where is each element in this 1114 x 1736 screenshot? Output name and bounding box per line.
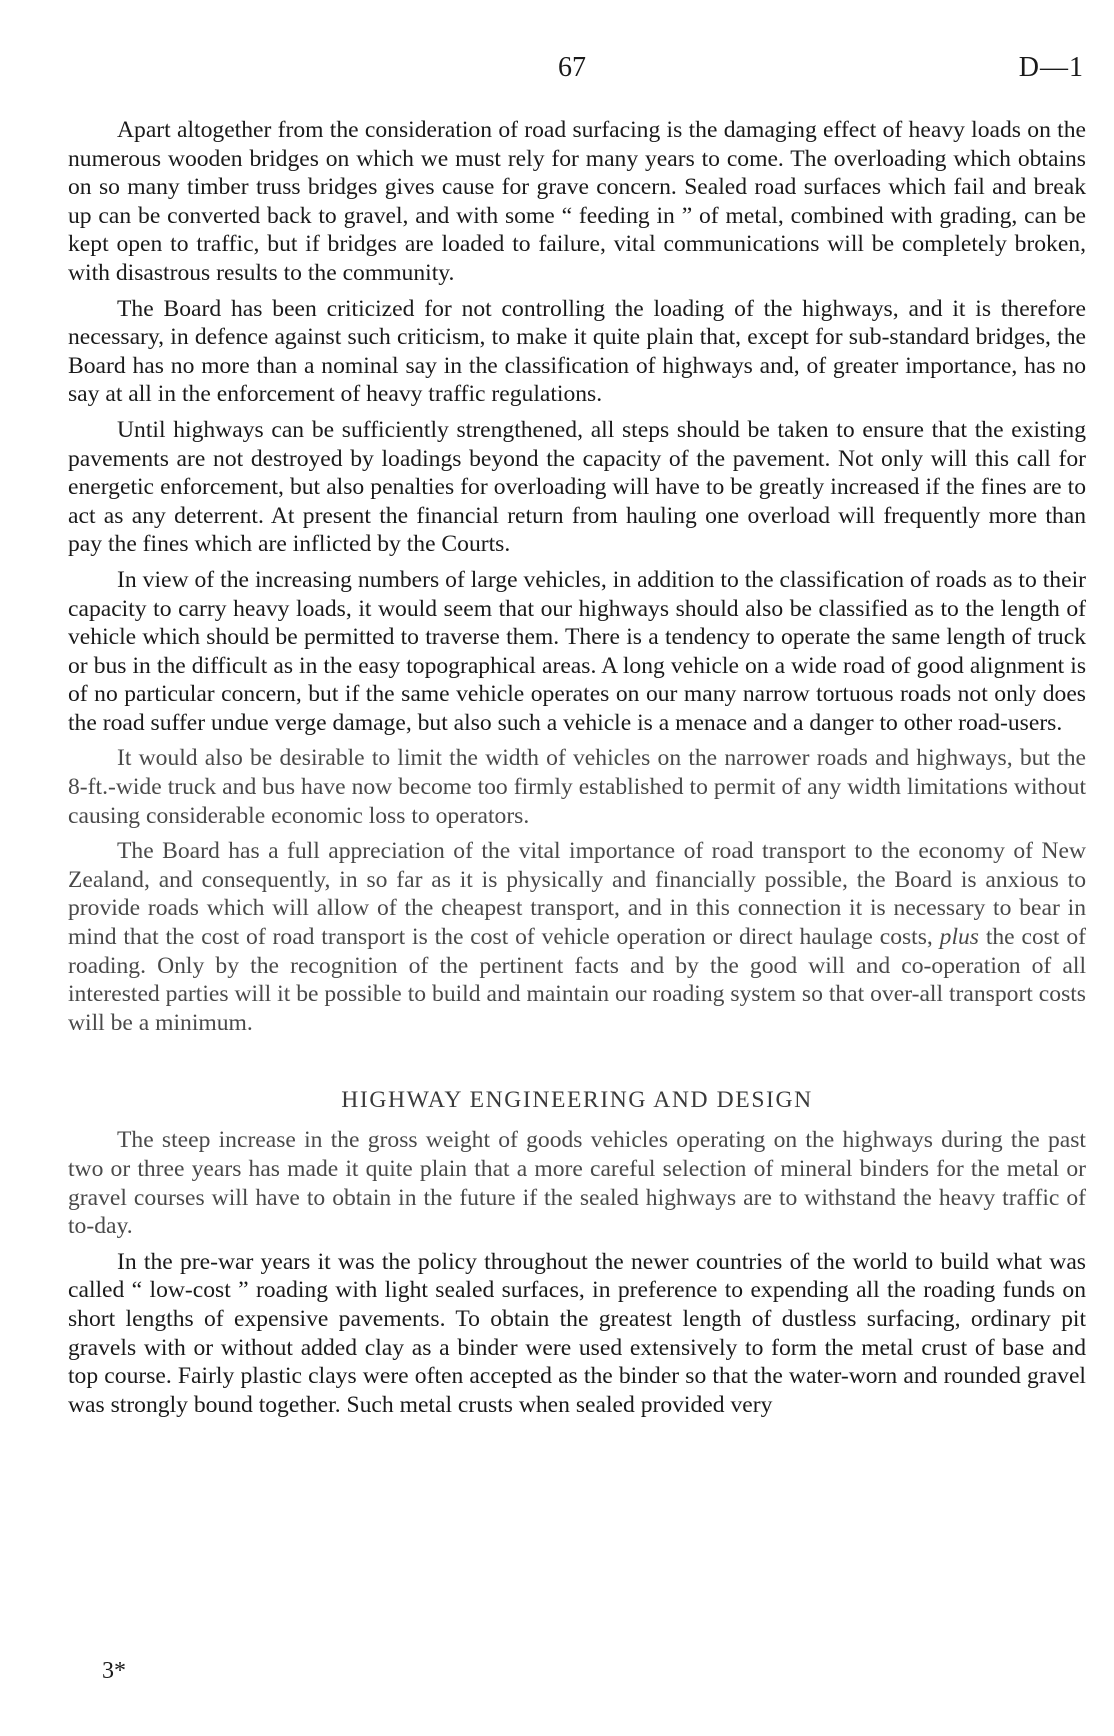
page-body xyxy=(68,116,1086,1426)
paragraph-pre-war-policy: In the pre-war years it was the policy throughout the newer countries of the world to build what was called “ low-cost ” roading with light sealed surfaces, in preference to expending all the roading funds on short lengths of expensive pavements. To obtain the greatest length of dustless surfacing, ordinary pit gravels with or without added clay as a binder were used extensively to form the metal crust of base and top course. Fairly plastic clays were often accepted as the binder so that the water-worn and rounded gravel was strongly bound together. Such metal crusts when sealed provided very xyxy=(68,1248,1086,1418)
section-heading: HIGHWAY ENGINEERING AND DESIGN xyxy=(341,1087,813,1114)
paragraph-bridges: Apart altogether from the consideration of road surfacing is the damaging effect of heavy loads on the numerous wooden bridges on which we must rely for many years to come. The overloading which obtains on so many timber truss bridges gives cause for grave concern. Sealed road surfaces which fail and break up can be converted back to gravel, and with some “ feeding in ” of metal, combined with grading, can be kept open to traffic, but if bridges are loaded to failure, vital communications will be completely broken, with disastrous results to the community. xyxy=(68,117,1086,286)
page-header xyxy=(0,52,1114,88)
paragraph-road-transport-part2: the cost of roading. Only by the recognition of the pertinent facts and by the good will and co-operation of all interested parties will it be possible to build and maintain our roading system so that over-all transport costs will be a minimum. xyxy=(68,924,1086,1036)
paragraph-vehicle-width: It would also be desirable to limit the width of vehicles on the narrower roads and highways, but the 8-ft.-wide truck and bus have now become too firmly established to permit of any width limitations without causing considerable economic loss to operators. xyxy=(68,745,1086,829)
paragraph-pavement-enforcement: Until highways can be sufficiently strengthened, all steps should be taken to ensure that the existing pavements are not destroyed by loadings beyond the capacity of the pavement. Not only will this call for energetic enforcement, but also penalties for overloading will have to be greatly increased if the fines are to act as any deterrent. At present the financial return from hauling one overload will frequently more than pay the fines which are inflicted by the Courts. xyxy=(68,416,1086,558)
signature-mark: 3* xyxy=(102,1658,126,1684)
paragraph-gross-weight: The steep increase in the gross weight of goods vehicles operating on the highways during the past two or three years has made it quite plain that a more careful selection of mineral binders for the metal or gravel courses will have to obtain in the future if the sealed highways are to withstand the heavy traffic of to-day. xyxy=(68,1127,1086,1240)
paragraph-vehicle-length: In view of the increasing numbers of large vehicles, in addition to the classification of roads as to their capacity to carry heavy loads, it would seem that our highways should also be classified as to the length of vehicle which should be permitted to traverse them. There is a tendency to operate the same length of truck or bus in the difficult as in the easy topographical areas. A long vehicle on a wide road of good alignment is of no particular concern, but if the same vehicle operates on our many narrow tortuous roads not only does the road suffer undue verge damage, but also such a vehicle is a menace and a danger to other road-users. xyxy=(68,566,1086,736)
page-number: 67 xyxy=(558,52,586,83)
paragraph-board-criticism: The Board has been criticized for not controlling the loading of the highways, and it is therefore necessary, in defence against such criticism, to make it quite plain that, except for sub-standard bridges, the Board has no more than a nominal say in the classification of highways and, of greater importance, has no say at all in the enforcement of heavy traffic regulations. xyxy=(68,295,1086,408)
paragraph-road-transport xyxy=(68,837,1086,1037)
paragraph-road-transport-part1: The Board has a full appreciation of the vital importance of road transport to the economy of New Zealand, and consequently, in so far as it is physically and financially possible, the Board is anxious to provide roads which will allow of the cheapest transport, and in this connection it is necessary to bear in mind that the cost of road transport is the cost of vehicle operation or direct haulage costs, xyxy=(68,838,1086,951)
italic-plus: plus xyxy=(939,924,979,951)
document-reference: D—1 xyxy=(1018,52,1084,83)
